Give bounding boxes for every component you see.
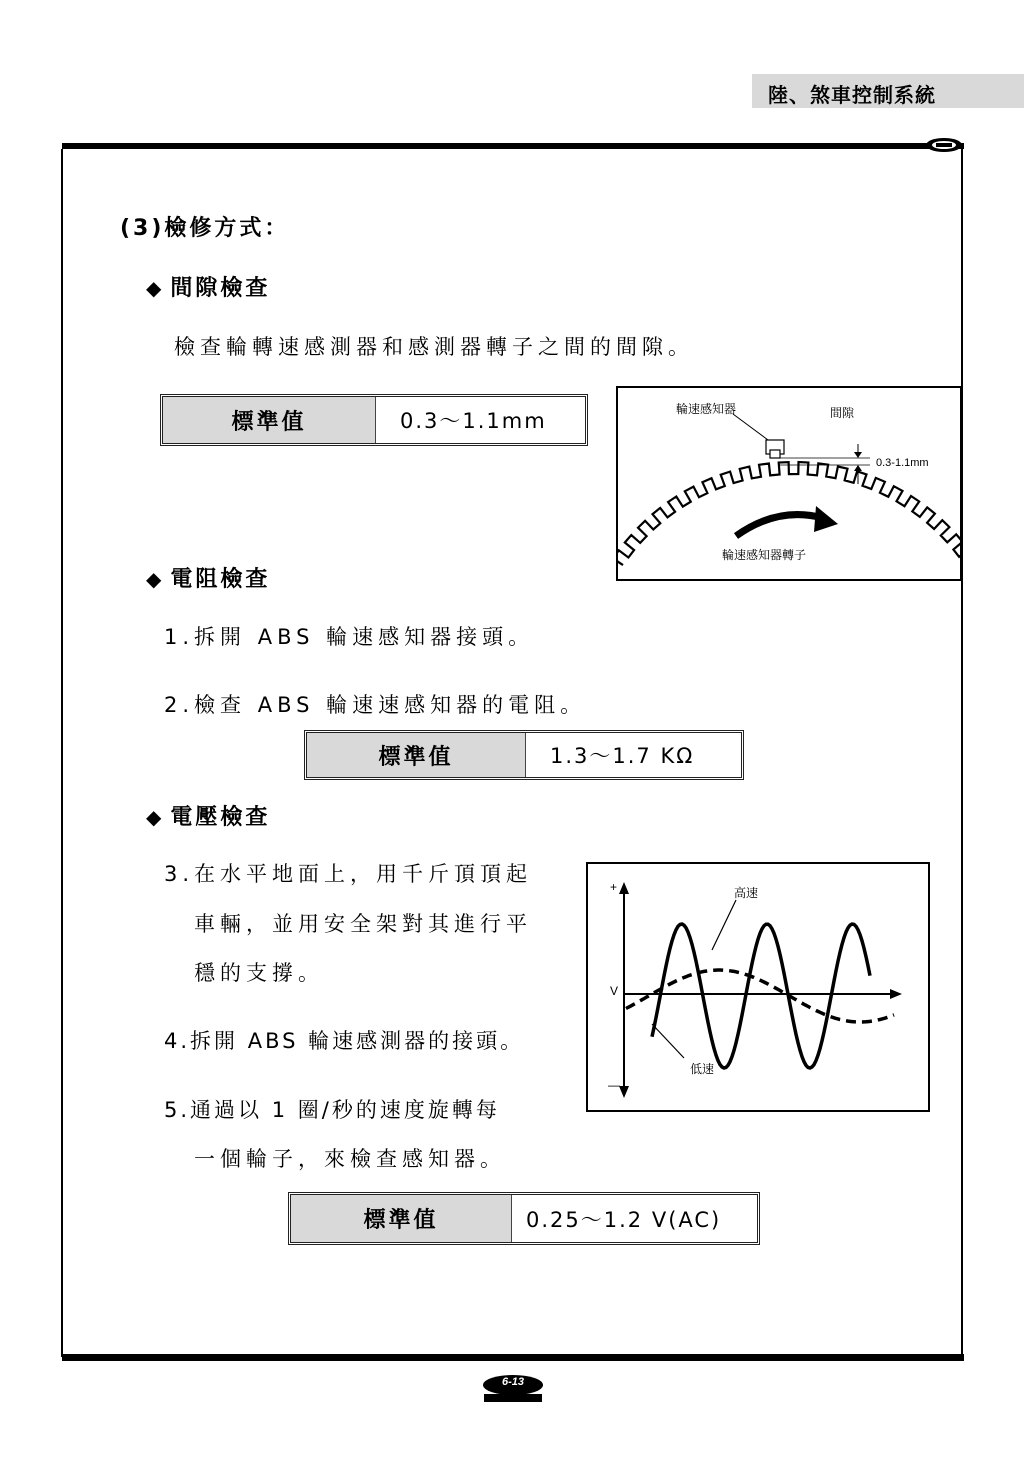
voltage-check-heading: ◆ 電壓檢查: [146, 805, 271, 830]
gap-standard-table: [160, 394, 588, 446]
section-title: (3)檢修方式：: [120, 216, 290, 241]
gap-label: 間隙: [830, 406, 855, 420]
voltage-step-5-line-1: 5.通過以 1 圈/秒的速度旋轉每: [164, 1098, 500, 1122]
resistance-step-2: 2.檢查 ABS 輪速速感知器的電阻。: [164, 693, 587, 717]
diamond-bullet-icon: ◆: [146, 567, 165, 591]
diamond-bullet-icon: ◆: [146, 805, 165, 829]
gap-standard-value: 0.3～1.1mm: [400, 409, 547, 433]
wave-minus-label: —: [608, 1078, 620, 1092]
resistance-standard-value: 1.3～1.7 KΩ: [550, 744, 695, 768]
voltage-step-5-line-2: 一個輪子，來檢查感知器。: [194, 1147, 506, 1171]
header-rule: [62, 143, 964, 149]
wave-plus-label: +: [610, 880, 618, 894]
page-number-badge: [480, 1374, 546, 1404]
high-speed-label: 高速: [734, 886, 759, 900]
voltage-standard-value: 0.25～1.2 V(AC): [526, 1207, 722, 1232]
voltage-step-3-line-2: 車輛，並用安全架對其進行平: [194, 912, 532, 936]
low-speed-label: 低速: [690, 1062, 715, 1076]
voltage-step-3-line-3: 穩的支撐。: [194, 961, 324, 985]
resistance-check-heading: ◆ 電阻檢查: [146, 567, 271, 592]
voltage-step-4: 4.拆開 ABS 輪速感測器的接頭。: [164, 1029, 525, 1053]
gap-dimension-label: 0.3-1.1mm: [876, 457, 929, 469]
footer-rule: [62, 1354, 964, 1361]
gap-check-instruction: 檢查輪轉速感測器和感測器轉子之間的間隙。: [174, 335, 694, 359]
gap-check-heading: ◆ 間隙檢查: [146, 276, 271, 301]
resistance-standard-table: [304, 730, 744, 780]
diamond-bullet-icon: ◆: [146, 276, 165, 300]
rotor-label: 輪速感知器轉子: [722, 548, 807, 562]
sensor-label: 輪速感知器: [676, 402, 737, 416]
voltage-standard-table: [288, 1192, 760, 1245]
resistance-standard-label: 標準值: [307, 733, 526, 777]
page-number: 6-13: [501, 1376, 525, 1388]
voltage-waveform-diagram: [586, 862, 930, 1112]
gap-standard-label: 標準值: [163, 397, 376, 443]
gap-diagram: [616, 386, 962, 581]
publisher-logo-icon: [924, 136, 964, 154]
page-frame-left: [61, 149, 63, 1357]
resistance-step-1: 1.拆開 ABS 輪速感知器接頭。: [164, 625, 535, 649]
chapter-title: 陸、煞車控制系統: [768, 83, 936, 107]
page-frame-right: [961, 149, 963, 1357]
voltage-step-3-line-1: 3.在水平地面上，用千斤頂頂起: [164, 862, 533, 886]
voltage-standard-label: 標準值: [291, 1195, 512, 1242]
wave-v-label: V: [610, 984, 619, 998]
